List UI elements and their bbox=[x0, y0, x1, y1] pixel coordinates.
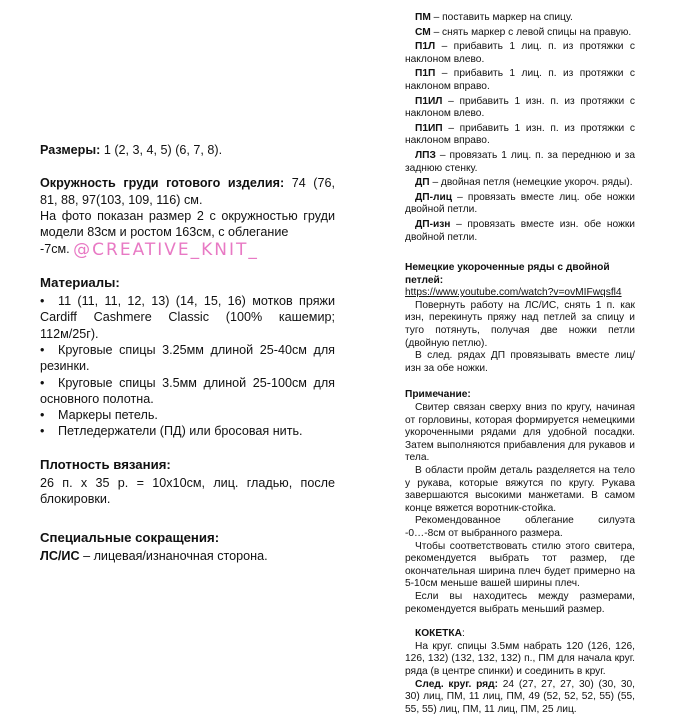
photo-note bbox=[40, 208, 335, 258]
abbreviation-term: П1П bbox=[415, 68, 435, 79]
abbreviation-def: – прибавить 1 лиц. п. из протяжки с наклоном вправо. bbox=[405, 68, 635, 92]
abbreviation-term: П1Л bbox=[415, 41, 435, 52]
yoke-heading-line bbox=[405, 628, 635, 641]
photo-note-end: -7см. bbox=[40, 242, 70, 256]
right-column bbox=[405, 12, 635, 716]
gauge-heading: Плотность вязания: bbox=[40, 457, 335, 473]
yoke-row-label: След. круг. ряд: bbox=[415, 679, 498, 690]
abbreviation-def: – двойная петля (немецкие укороч. ряды). bbox=[432, 177, 632, 188]
abbreviation-term: СМ bbox=[415, 27, 431, 38]
short-rows-link[interactable]: https://www.youtube.com/watch?v=ovMIFwqsfl4 bbox=[405, 287, 622, 298]
chest-value: 74 (76, 81, 88, 97(103, 109, 116) см. bbox=[40, 176, 335, 206]
abbr-term: ЛС/ИС bbox=[40, 549, 80, 563]
photo-note-text: На фото показан размер 2 с окружностью груди модели 83см и ростом 163см, с облегание bbox=[40, 209, 335, 239]
abbreviation-def: – провязать вместе лиц. обе ножки двойной петли. bbox=[405, 192, 635, 216]
materials-item: • Круговые спицы 3.5мм длиной 25-100см для основного полотна. bbox=[40, 375, 335, 408]
note-paragraph: Рекомендованное облегание силуэта -0…-8см от выбранного размера. bbox=[405, 515, 635, 540]
abbreviation-term: ДП-изн bbox=[415, 219, 450, 230]
yoke-colon: : bbox=[462, 628, 465, 639]
materials-item-text: Петледержатели (ПД) или бросовая нить. bbox=[58, 424, 303, 438]
note-paragraph: Если вы находитесь между размерами, рекомендуется выбрать меньший размер. bbox=[405, 591, 635, 616]
abbr-def: – лицевая/изнаночная сторона. bbox=[83, 549, 268, 563]
abbreviation-item bbox=[405, 41, 635, 66]
short-rows-paragraph: В след. рядах ДП провязывать вместе лиц/изн за обе ножки. bbox=[405, 350, 635, 375]
abbreviation-term: ДП-лиц bbox=[415, 192, 452, 203]
sizes-label: Размеры: bbox=[40, 143, 100, 157]
yoke-row-text: 24 (27, 27, 27, 30) (30, 30, 30) лиц, ПМ, 11 лиц, ПМ, 49 (52, 52, 52, 55) (55, 55, 55) лиц, ПМ, 11 лиц, ПМ, 25 лиц. bbox=[405, 679, 635, 715]
materials-item: • Маркеры петель. bbox=[40, 407, 335, 423]
abbreviation-def: – прибавить 1 изн. п. из протяжки с наклоном влево. bbox=[405, 96, 635, 120]
abbreviation-def: – поставить маркер на спицу. bbox=[434, 12, 573, 23]
materials-item: • Круговые спицы 3.25мм длиной 25-40см для резинки. bbox=[40, 342, 335, 375]
abbreviation-item bbox=[405, 192, 635, 217]
yoke-heading: КОКЕТКА bbox=[415, 628, 462, 639]
abbreviation-item bbox=[405, 12, 635, 25]
abbreviation-term: П1ИЛ bbox=[415, 96, 442, 107]
watermark: @CREATIVE_KNIT_ bbox=[73, 240, 259, 260]
sizes-line bbox=[40, 142, 335, 158]
abbreviation-def: – провязать вместе изн. обе ножки двойной петли. bbox=[405, 219, 635, 243]
abbreviation-def: – прибавить 1 изн. п. из протяжки с наклоном вправо. bbox=[405, 123, 635, 147]
abbr-line bbox=[40, 548, 335, 564]
materials-item-text: Круговые спицы 3.5мм длиной 25-100см для основного полотна. bbox=[40, 376, 335, 406]
abbreviation-term: ПМ bbox=[415, 12, 431, 23]
abbreviation-term: П1ИП bbox=[415, 123, 443, 134]
abbreviation-item bbox=[405, 68, 635, 93]
abbreviation-item bbox=[405, 27, 635, 40]
sizes-value: 1 (2, 3, 4, 5) (6, 7, 8). bbox=[104, 143, 222, 157]
abbreviation-term: ЛПЗ bbox=[415, 150, 436, 161]
abbreviation-def: – провязать 1 лиц. п. за переднюю и за заднюю стенку. bbox=[405, 150, 635, 174]
short-rows-paragraph: Повернуть работу на ЛС/ИС, снять 1 п. как изн, перекинуть пряжу над петлей за спицу и туго потянуть, получая две ножки петли (двойную петлю). bbox=[405, 300, 635, 350]
materials-item-text: Круговые спицы 3.25мм длиной 25-40см для резинки. bbox=[40, 343, 335, 373]
materials-item: • Петледержатели (ПД) или бросовая нить. bbox=[40, 423, 335, 439]
abbreviation-def: – снять маркер с левой спицы на правую. bbox=[434, 27, 632, 38]
note-paragraph: В области пройм деталь разделяется на тело у рукава, которые вяжутся по кругу. Рукава завершаются высокими манжетами. В самом конце вяжется воротник-стойка. bbox=[405, 465, 635, 515]
note-paragraph: Чтобы соответствовать стилю этого свитера, рекомендуется выбрать тот размер, где окончательная ширина плеч будет примерно на 5-10см меньше вашей ширины плеч. bbox=[405, 541, 635, 591]
abbreviation-item bbox=[405, 96, 635, 121]
abbreviation-item bbox=[405, 123, 635, 148]
materials-item-text: 11 (11, 11, 12, 13) (14, 15, 16) мотков пряжи Cardiff Cashmere Classic (100% кашемир; 112м/25г). bbox=[40, 294, 335, 341]
left-column bbox=[40, 142, 335, 564]
abbr-heading: Специальные сокращения: bbox=[40, 530, 335, 546]
materials-heading: Материалы: bbox=[40, 275, 335, 291]
gauge-text: 26 п. х 35 р. = 10х10см, лиц. гладью, после блокировки. bbox=[40, 475, 335, 508]
yoke-row-line bbox=[405, 679, 635, 716]
materials-item: • 11 (11, 11, 12, 13) (14, 15, 16) мотков пряжи Cardiff Cashmere Classic (100% кашемир; 112м/25г). bbox=[40, 293, 335, 342]
abbreviation-term: ДП bbox=[415, 177, 430, 188]
note-heading: Примечание: bbox=[405, 389, 635, 402]
chest-label: Окружность груди готового изделия: bbox=[40, 176, 284, 190]
short-rows-heading: Немецкие укороченные ряды с двойной петлей: bbox=[405, 262, 635, 287]
abbreviation-item bbox=[405, 219, 635, 244]
yoke-paragraph: На круг. спицы 3.5мм набрать 120 (126, 126, 126, 132) (132, 132, 132) п., ПМ для начала круг. ряда (в центре спинки) и соединить в круг. bbox=[405, 641, 635, 679]
chest-line bbox=[40, 175, 335, 208]
abbreviation-def: – прибавить 1 лиц. п. из протяжки с наклоном влево. bbox=[405, 41, 635, 65]
note-paragraph: Свитер связан сверху вниз по кругу, начиная от горловины, которая формируется немецкими укороченными рядами для удобной посадки. Затем выполняются прибавления для рукавов и тела. bbox=[405, 402, 635, 465]
materials-item-text: Маркеры петель. bbox=[58, 408, 158, 422]
abbreviation-item bbox=[405, 150, 635, 175]
abbreviation-item bbox=[405, 177, 635, 190]
